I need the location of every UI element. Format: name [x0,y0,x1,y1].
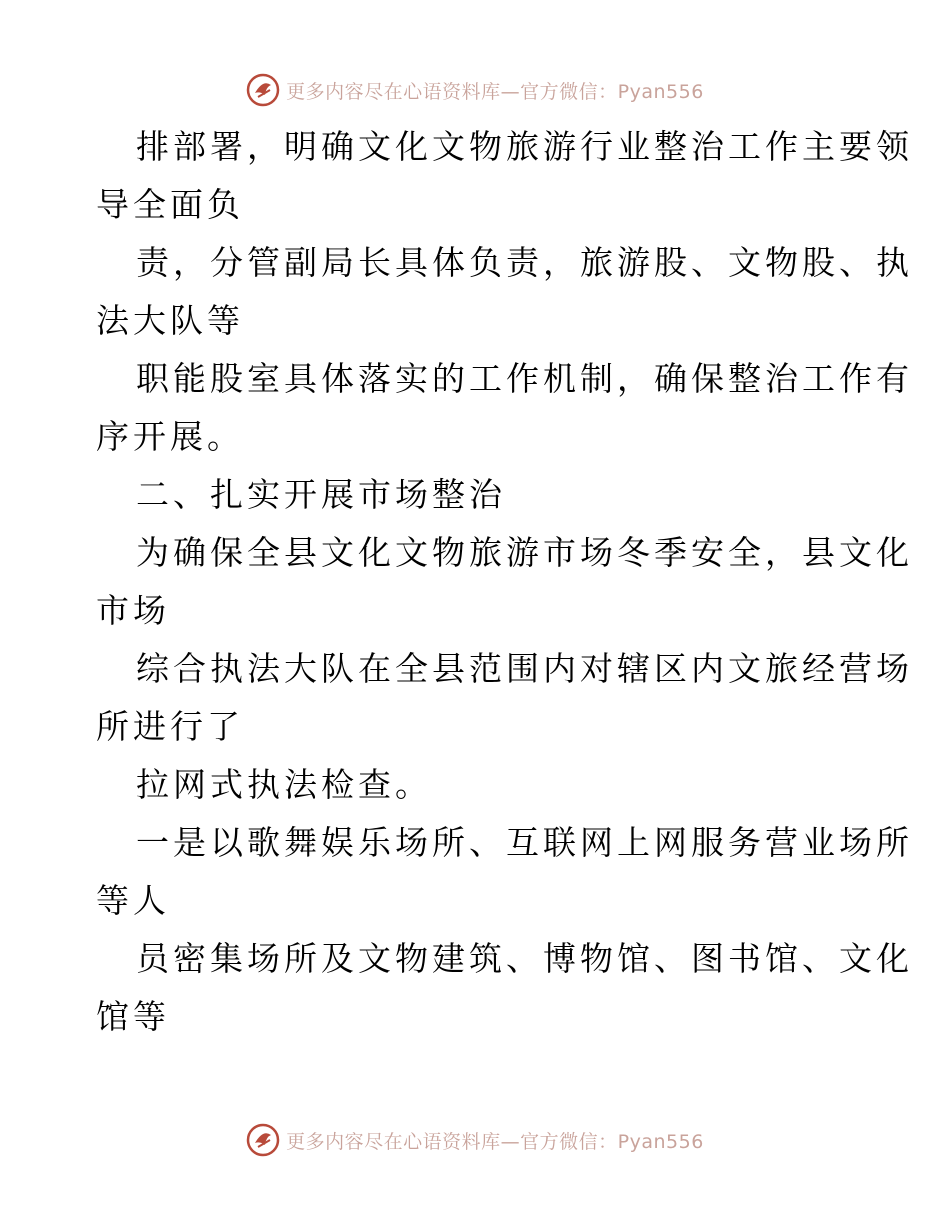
text-line: 法大队等 [96,301,244,340]
header-watermark [0,70,950,110]
text-line: 为确保全县文化文物旅游市场冬季安全，县文化 [136,533,913,572]
footer-watermark [0,1120,950,1160]
text-line: 导全面负 [96,185,244,224]
watermark-text: 更多内容尽在心语资料库—官方微信：Pyan556 [286,1130,704,1153]
text-line: 一是以歌舞娱乐场所、互联网上网服务营业场所 [136,823,913,862]
text-line: 排部署，明确文化文物旅游行业整治工作主要领 [136,127,913,166]
text-line: 馆等 [96,997,170,1036]
watermark-text: 更多内容尽在心语资料库—官方微信：Pyan556 [286,80,704,103]
book-flame-logo-icon [246,1123,280,1157]
document-body [96,118,913,1046]
text-line: 市场 [96,591,170,630]
text-line: 等人 [96,881,170,920]
text-line: 综合执法大队在全县范围内对辖区内文旅经营场 [136,649,913,688]
text-line: 责，分管副局长具体负责，旅游股、文物股、执 [136,243,913,282]
book-flame-logo-icon [246,73,280,107]
text-line: 拉网式执法检查。 [136,765,432,804]
text-line: 职能股室具体落实的工作机制，确保整治工作有 [136,359,913,398]
text-line: 所进行了 [96,707,244,746]
section-heading: 二、扎实开展市场整治 [136,475,506,514]
text-line: 员密集场所及文物建筑、博物馆、图书馆、文化 [136,939,913,978]
text-line: 序开展。 [96,417,244,456]
